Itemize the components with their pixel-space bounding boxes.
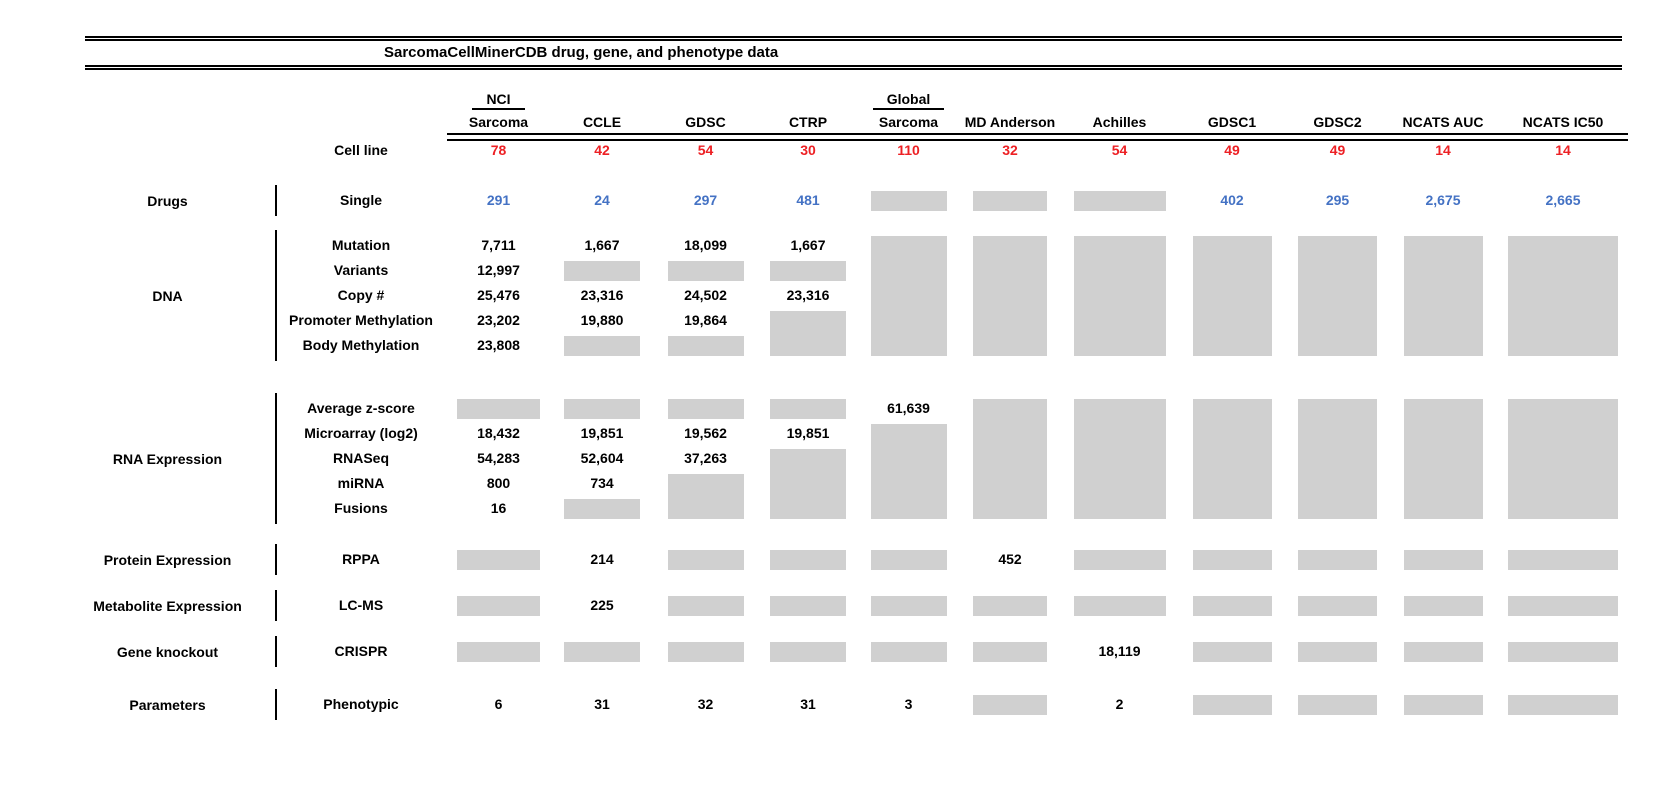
missing-data-block — [973, 399, 1047, 519]
table-cell-value: 2,665 — [1545, 192, 1581, 208]
column-top-header-label: NCI — [472, 91, 524, 110]
table-cell-value: 23,316 — [580, 287, 624, 303]
cell-line-count: 30 — [800, 142, 816, 158]
table-header-row — [60, 86, 1669, 162]
cell-line-count: 54 — [1111, 142, 1128, 158]
table-cell-value: 32 — [697, 696, 714, 712]
table-section — [60, 639, 1669, 664]
table-cell-value: 31 — [594, 696, 610, 712]
table-cell-value: 12,997 — [477, 262, 520, 278]
missing-data-block — [1193, 695, 1272, 715]
table-section — [60, 547, 1669, 572]
missing-data-block — [1298, 695, 1377, 715]
missing-data-block — [564, 336, 640, 356]
missing-data-block — [1508, 550, 1618, 570]
row-label: Average z-score — [307, 400, 415, 416]
table-cell-value: 23,808 — [477, 337, 520, 353]
cell-line-count: 49 — [1224, 142, 1240, 158]
row-label: CRISPR — [334, 643, 388, 659]
table-cell-value: 1,667 — [790, 237, 826, 253]
column-header: GDSC — [685, 114, 726, 130]
group-label: Drugs — [147, 192, 188, 209]
missing-data-block — [871, 424, 947, 519]
missing-data-block — [1404, 695, 1483, 715]
column-top-header-label: Global — [873, 91, 945, 110]
table-cell-value: 6 — [494, 696, 503, 712]
group-label: RNA Expression — [112, 450, 223, 467]
title-block — [0, 0, 1669, 70]
missing-data-block — [564, 399, 640, 419]
group-label: Gene knockout — [116, 643, 219, 660]
table-cell-value: 800 — [486, 475, 511, 491]
column-header: GDSC2 — [1313, 114, 1362, 130]
missing-data-block — [973, 191, 1047, 211]
missing-data-block — [457, 596, 540, 616]
row-label: Variants — [333, 262, 389, 278]
missing-data-block — [1298, 596, 1377, 616]
table-cell-value: 297 — [693, 192, 718, 208]
table-cell-value: 18,119 — [1098, 643, 1141, 659]
table-cell-value: 54,283 — [477, 450, 520, 466]
missing-data-block — [770, 261, 846, 281]
table-section — [60, 188, 1669, 213]
row-label: Fusions — [334, 500, 388, 516]
missing-data-block — [871, 191, 947, 211]
missing-data-block — [973, 236, 1047, 356]
cell-line-count: 14 — [1555, 142, 1571, 158]
group-label: Protein Expression — [103, 551, 232, 568]
missing-data-block — [457, 642, 540, 662]
column-header: MD Anderson — [964, 114, 1056, 130]
group-label: DNA — [152, 287, 183, 304]
row-label: miRNA — [337, 475, 385, 491]
table-cell-value: 18,099 — [684, 237, 727, 253]
missing-data-block — [1193, 236, 1272, 356]
missing-data-block — [668, 550, 744, 570]
missing-data-block — [1193, 596, 1272, 616]
table-cell-value: 24,502 — [684, 287, 727, 303]
table-cell-value: 2,675 — [1425, 192, 1461, 208]
cell-line-label: Cell line — [334, 142, 388, 158]
missing-data-block — [871, 642, 947, 662]
table-cell-value: 61,639 — [887, 400, 930, 416]
missing-data-block — [770, 596, 846, 616]
group-label: Parameters — [129, 696, 206, 713]
missing-data-block — [770, 311, 846, 356]
missing-data-block — [770, 449, 846, 519]
data-table — [0, 86, 1669, 717]
table-cell-value: 18,432 — [477, 425, 520, 441]
cell-line-count: 42 — [594, 142, 610, 158]
missing-data-block — [564, 261, 640, 281]
row-label: Microarray (log2) — [304, 425, 418, 441]
missing-data-block — [1404, 596, 1483, 616]
missing-data-block — [457, 550, 540, 570]
table-cell-value: 2 — [1115, 696, 1124, 712]
missing-data-block — [668, 596, 744, 616]
column-header: Sarcoma — [878, 114, 939, 130]
table-cell-value: 19,880 — [580, 312, 624, 328]
missing-data-block — [1298, 399, 1377, 519]
table-cell-value: 1,667 — [584, 237, 620, 253]
column-header: GDSC1 — [1207, 114, 1257, 130]
cell-line-count: 54 — [697, 142, 714, 158]
table-cell-value: 214 — [590, 551, 614, 567]
table-cell-value: 19,864 — [684, 312, 727, 328]
table-cell-value: 23,202 — [477, 312, 520, 328]
table-cell-value: 481 — [796, 192, 820, 208]
table-cell-value: 16 — [490, 500, 507, 516]
missing-data-block — [1193, 550, 1272, 570]
table-cell-value: 452 — [998, 551, 1022, 567]
group-label: Metabolite Expression — [93, 597, 242, 614]
missing-data-block — [1404, 399, 1483, 519]
missing-data-block — [564, 499, 640, 519]
missing-data-block — [1508, 642, 1618, 662]
missing-data-block — [770, 399, 846, 419]
missing-data-block — [1298, 550, 1377, 570]
column-header: Sarcoma — [468, 114, 529, 130]
table-section — [60, 692, 1669, 717]
row-label: Body Methylation — [302, 337, 420, 353]
table-cell-value: 19,851 — [580, 425, 624, 441]
figure-title: SarcomaCellMinerCDB drug, gene, and phenotype data — [384, 44, 779, 61]
missing-data-block — [1508, 399, 1618, 519]
row-label: RPPA — [342, 551, 380, 567]
missing-data-block — [1298, 642, 1377, 662]
table-cell-value: 37,263 — [684, 450, 727, 466]
missing-data-block — [1508, 596, 1618, 616]
table-cell-value: 52,604 — [580, 450, 624, 466]
table-cell-value: 23,316 — [786, 287, 830, 303]
column-header: CTRP — [788, 114, 828, 130]
cell-line-count: 78 — [490, 142, 507, 158]
table-section — [60, 593, 1669, 618]
table-cell-value: 24 — [594, 192, 610, 208]
table-cell-value: 225 — [590, 597, 614, 613]
missing-data-block — [770, 642, 846, 662]
row-label: Single — [339, 192, 382, 208]
missing-data-block — [1404, 236, 1483, 356]
column-header: NCATS AUC — [1402, 114, 1484, 130]
missing-data-block — [871, 596, 947, 616]
table-section — [60, 396, 1669, 521]
missing-data-block — [1193, 642, 1272, 662]
column-top-header — [447, 91, 550, 110]
table-cell-value: 734 — [590, 475, 614, 491]
missing-data-block — [1193, 399, 1272, 519]
missing-data-block — [1298, 236, 1377, 356]
table-cell-value: 291 — [486, 192, 511, 208]
missing-data-block — [668, 399, 744, 419]
table-cell-value: 25,476 — [477, 287, 520, 303]
table-section — [60, 233, 1669, 358]
missing-data-block — [1074, 550, 1166, 570]
missing-data-block — [871, 550, 947, 570]
cell-line-count: 49 — [1329, 142, 1346, 158]
table-cell-value: 3 — [904, 696, 913, 712]
missing-data-block — [564, 642, 640, 662]
missing-data-block — [457, 399, 540, 419]
column-header: NCATS IC50 — [1522, 114, 1604, 130]
cell-line-count: 14 — [1435, 142, 1451, 158]
row-label: LC-MS — [338, 597, 384, 613]
cell-line-count: 32 — [1002, 142, 1018, 158]
missing-data-block — [668, 261, 744, 281]
missing-data-block — [1404, 642, 1483, 662]
row-label: Phenotypic — [323, 696, 399, 712]
missing-data-block — [1508, 695, 1618, 715]
missing-data-block — [1404, 550, 1483, 570]
table-cell-value: 7,711 — [481, 237, 516, 253]
table-cell-value: 19,851 — [786, 425, 830, 441]
missing-data-block — [871, 236, 947, 356]
column-header: CCLE — [582, 114, 622, 130]
missing-data-block — [1074, 596, 1166, 616]
column-top-header — [859, 91, 958, 110]
title-rule-bottom — [85, 65, 1622, 70]
missing-data-block — [973, 642, 1047, 662]
table-cell-value: 31 — [800, 696, 816, 712]
missing-data-block — [1074, 399, 1166, 519]
cell-line-count: 110 — [897, 142, 920, 158]
table-cell-value: 19,562 — [684, 425, 727, 441]
column-header: Achilles — [1092, 114, 1147, 130]
table-cell-value: 402 — [1220, 192, 1244, 208]
missing-data-block — [770, 550, 846, 570]
missing-data-block — [973, 596, 1047, 616]
table-cell-value: 295 — [1325, 192, 1350, 208]
missing-data-block — [668, 474, 744, 519]
row-label: RNASeq — [332, 450, 389, 466]
missing-data-block — [1074, 236, 1166, 356]
missing-data-block — [1508, 236, 1618, 356]
row-label: Mutation — [331, 237, 391, 253]
missing-data-block — [668, 336, 744, 356]
missing-data-block — [668, 642, 744, 662]
row-label: Promoter Methylation — [289, 312, 433, 328]
row-label: Copy # — [337, 287, 385, 303]
missing-data-block — [973, 695, 1047, 715]
missing-data-block — [1074, 191, 1166, 211]
